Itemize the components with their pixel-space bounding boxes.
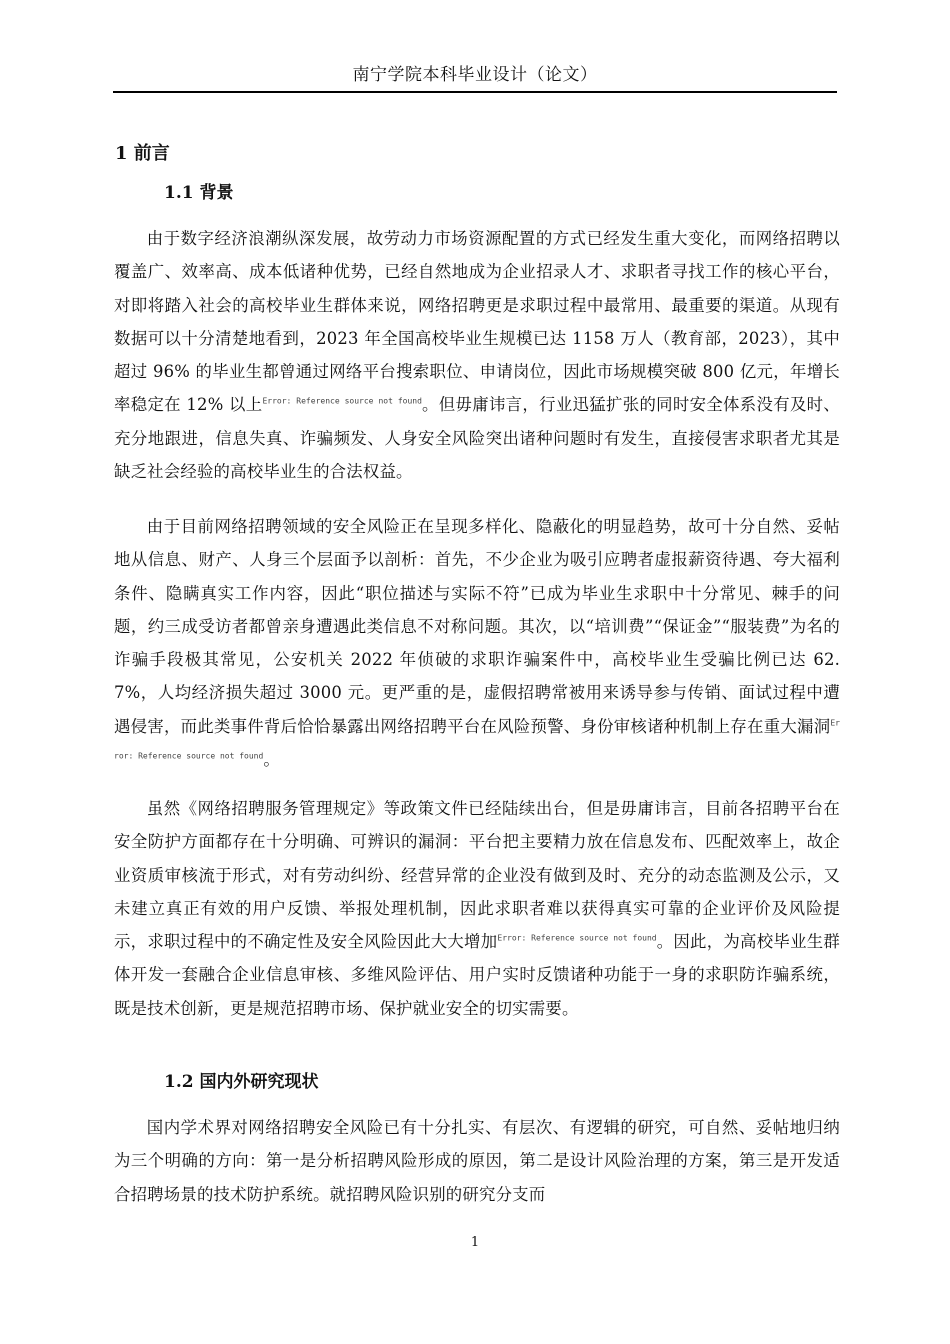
page-header-title: 南宁学院本科毕业设计（论文） xyxy=(352,65,598,85)
paragraph-text: 由于数字经济浪潮纵深发展，故劳动力市场资源配置的方式已经发生重大变化，而网络招聘以覆盖广、效率高、成本低诸种优势，已经自然地成为企业招录人才、求职者寻找工作的核心平台，对即将踏入社会的高校毕业生群体来说，网络招聘更是求职过程中最常用、最重要的渠道。从现有数据可以十分清楚地看到，2023 年全国高校毕业生规模已达 1158 万人（教育部，2023），其中超过 96% 的毕业生都曾通过网络平台搜索职位、申请岗位，因此市场规模突破 800 亿元，年增长率稳定在 12% 以上 xyxy=(114,229,840,415)
reference-error-note: Error: Reference source not found xyxy=(262,397,422,407)
paragraph-background-1 xyxy=(114,222,840,488)
page-number: 1 xyxy=(470,1235,480,1250)
paragraph-text: 。因此，为高校毕业生群体开发一套融合企业信息审核、多维风险评估、用户实时反馈诸种功能于一身的求职防诈骗系统，既是技术创新，更是规范招聘市场、保护就业安全的切实需要。 xyxy=(114,932,840,1018)
header-divider xyxy=(113,91,837,93)
paragraph-background-2 xyxy=(114,510,840,776)
subsection-heading-background: 1.1 背景 xyxy=(164,183,234,203)
paragraph-text: 。 xyxy=(263,750,280,770)
paragraph-research-status-1 xyxy=(114,1111,840,1211)
reference-error-note: Error: Reference source not found xyxy=(114,718,840,761)
section-heading-introduction: 1 前言 xyxy=(115,143,170,164)
subsection-heading-research-status: 1.2 国内外研究现状 xyxy=(164,1072,319,1092)
paragraph-text: 国内学术界对网络招聘安全风险已有十分扎实、有层次、有逻辑的研究，可自然、妥帖地归纳为三个明确的方向：第一是分析招聘风险形成的原因，第二是设计风险治理的方案，第三是开发适合招聘场景的技术防护系统。就招聘风险识别的研究分支而 xyxy=(114,1118,840,1204)
paragraph-background-3 xyxy=(114,792,840,1025)
paragraph-text: 由于目前网络招聘领域的安全风险正在呈现多样化、隐蔽化的明显趋势，故可十分自然、妥帖地从信息、财产、人身三个层面予以剖析：首先，不少企业为吸引应聘者虚报薪资待遇、夸大福利条件、隐瞒真实工作内容，因此“职位描述与实际不符”已成为毕业生求职中十分常见、棘手的问题，约三成受访者都曾亲身遭遇此类信息不对称问题。其次，以“培训费”“保证金”“服装费”为名的诈骗手段极其常见，公安机关 2022 年侦破的求职诈骗案件中，高校毕业生受骗比例已达 62. 7%，人均经济损失超过 3000 元。更严重的是，虚假招聘常被用来诱导参与传销、面试过程中遭遇侵害，而此类事件背后恰恰暴露出网络招聘平台在风险预警、身份审核诸种机制上存在重大漏洞 xyxy=(114,517,840,736)
paragraph-text: 。但毋庸讳言，行业迅猛扩张的同时安全体系没有及时、充分地跟进，信息失真、诈骗频发、人身安全风险突出诸种问题时有发生，直接侵害求职者尤其是缺乏社会经验的高校毕业生的合法权益。 xyxy=(114,395,840,482)
paragraph-text: 虽然《网络招聘服务管理规定》等政策文件已经陆续出台，但是毋庸讳言，目前各招聘平台在安全防护方面都存在十分明确、可辨识的漏洞：平台把主要精力放在信息发布、匹配效率上，故企业资质审核流于形式，对有劳动纠纷、经营异常的企业没有做到及时、充分的动态监测及公示，又未建立真正有效的用户反馈、举报处理机制，因此求职者难以获得真实可靠的企业评价及风险提示，求职过程中的不确定性及安全风险因此大大增加 xyxy=(114,799,840,952)
reference-error-note: Error: Reference source not found xyxy=(497,933,657,943)
